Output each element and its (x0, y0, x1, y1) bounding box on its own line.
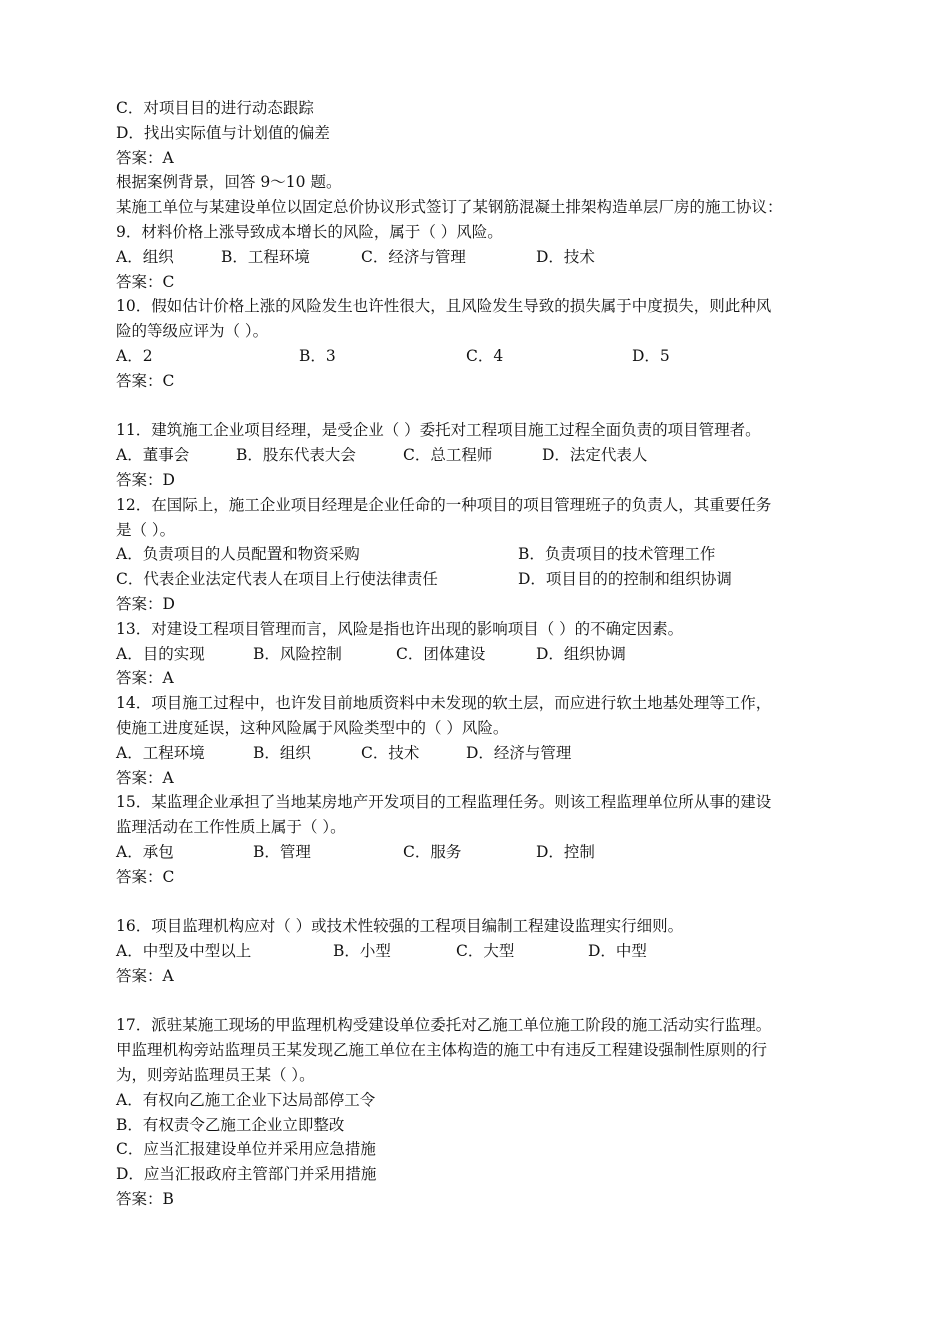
question-15-answer: 答案：C (116, 867, 175, 886)
question-16-option-d: D．中型 (588, 942, 647, 961)
question-13-option-b: B．风险控制 (253, 644, 342, 663)
question-14-option-d: D．经济与管理 (466, 743, 572, 762)
question-12-option-d: D．项目目的的控制和组织协调 (518, 570, 732, 589)
question-10-option-a: A．2 (116, 346, 153, 365)
question-16-options (116, 939, 866, 964)
question-16-stem: 16．项目监理机构应对（ ）或技术性较强的工程项目编制工程建设监理实行细则。 (116, 917, 684, 936)
question-10-stem-line-1: 10．假如估计价格上涨的风险发生也许性很大，且风险发生导致的损失属于中度损失，则此种风 (116, 297, 772, 316)
spacer (116, 890, 866, 915)
question-17-stem-line-1: 17．派驻某施工现场的甲监理机构受建设单位委托对乙施工单位施工阶段的施工活动实行监理。 (116, 1016, 772, 1035)
question-11-option-b: B．股东代表大会 (236, 446, 356, 465)
question-17-option-b: B．有权责令乙施工企业立即整改 (116, 1115, 345, 1134)
question-14-stem-line-2: 使施工进度延误，这种风险属于风险类型中的（ ）风险。 (116, 718, 509, 737)
question-12-options-row-1 (116, 542, 866, 567)
question-10-answer: 答案：C (116, 371, 175, 390)
question-12-option-c: C．代表企业法定代表人在项目上行使法律责任 (116, 570, 438, 589)
question-12-option-a: A．负责项目的人员配置和物资采购 (116, 545, 360, 564)
question-12-stem-line-1: 12．在国际上，施工企业项目经理是企业任命的一种项目的项目管理班子的负责人，其重要任务 (116, 495, 772, 514)
exam-content (116, 96, 866, 1212)
question-10-option-b: B．3 (299, 346, 336, 365)
question-11-option-d: D．法定代表人 (542, 446, 648, 465)
question-15-options (116, 840, 866, 865)
question-17-option-c: C．应当汇报建设单位并采用应急措施 (116, 1140, 376, 1159)
case-intro: 根据案例背景，回答 9～10 题。 (116, 173, 342, 192)
question-14-option-a: A．工程环境 (116, 743, 205, 762)
question-10-option-c: C．4 (466, 346, 504, 365)
question-15-stem-line-2: 监理活动在工作性质上属于（ ）。 (116, 818, 346, 837)
question-11-option-a: A．董事会 (116, 446, 190, 465)
question-11-options (116, 443, 866, 468)
question-11-option-c: C．总工程师 (403, 446, 493, 465)
question-11-answer: 答案：D (116, 470, 175, 489)
question-10-stem-line-2: 险的等级应评为（ ）。 (116, 322, 269, 341)
question-14-option-b: B．组织 (253, 743, 311, 762)
question-17-option-a: A．有权向乙施工企业下达局部停工令 (116, 1090, 376, 1109)
question-13-stem: 13．对建设工程项目管理而言，风险是指也许出现的影响项目（ ）的不确定因素。 (116, 619, 684, 638)
option-d: D．找出实际值与计划值的偏差 (116, 123, 330, 142)
question-13-option-d: D．组织协调 (536, 644, 626, 663)
spacer (116, 394, 866, 419)
option-c: C．对项目目的进行动态跟踪 (116, 99, 314, 117)
question-9-option-b: B．工程环境 (221, 247, 310, 266)
question-9-option-c: C．经济与管理 (361, 247, 466, 266)
answer: 答案：A (116, 148, 174, 167)
question-17-answer: 答案：B (116, 1190, 174, 1209)
question-14-options (116, 741, 866, 766)
question-15-option-d: D．控制 (536, 842, 595, 861)
question-9-answer: 答案：C (116, 272, 175, 291)
question-15-stem-line-1: 15．某监理企业承担了当地某房地产开发项目的工程监理任务。则该工程监理单位所从事的建设 (116, 793, 772, 812)
question-17-option-d: D．应当汇报政府主管部门并采用措施 (116, 1165, 377, 1184)
question-9-option-d: D．技术 (536, 247, 595, 266)
question-12-stem-line-2: 是（ ）。 (116, 520, 176, 539)
case-background: 某施工单位与某建设单位以固定总价协议形式签订了某钢筋混凝土排架构造单层厂房的施工协议： (116, 198, 783, 217)
question-11-stem: 11．建筑施工企业项目经理，是受企业（ ）委托对工程项目施工过程全面负责的项目管理者。 (116, 421, 761, 440)
question-13-answer: 答案：A (116, 669, 174, 688)
question-13-option-c: C．团体建设 (396, 644, 486, 663)
question-16-option-b: B．小型 (333, 942, 391, 961)
question-9-options (116, 245, 866, 270)
question-13-options (116, 642, 866, 667)
question-15-option-a: A．承包 (116, 842, 174, 861)
question-14-option-c: C．技术 (361, 743, 420, 762)
question-12-answer: 答案：D (116, 594, 175, 613)
question-12-options-row-2 (116, 567, 866, 592)
question-16-answer: 答案：A (116, 966, 174, 985)
question-15-option-c: C．服务 (403, 842, 462, 861)
question-17-stem-line-3: 为，则旁站监理员王某（ ）。 (116, 1066, 315, 1085)
spacer (116, 989, 866, 1014)
question-17-stem-line-2: 甲监理机构旁站监理员王某发现乙施工单位在主体构造的施工中有违反工程建设强制性原则的行 (116, 1041, 768, 1060)
question-9-stem: 9．材料价格上涨导致成本增长的风险，属于（ ）风险。 (116, 222, 503, 241)
question-15-option-b: B．管理 (253, 842, 311, 861)
question-9-option-a: A．组织 (116, 247, 174, 266)
question-14-answer: 答案：A (116, 768, 174, 787)
question-14-stem-line-1: 14．项目施工过程中，也许发目前地质资料中未发现的软土层，而应进行软土地基处理等工作， (116, 694, 772, 713)
question-16-option-c: C．大型 (456, 942, 515, 961)
question-10-options (116, 344, 866, 369)
question-10-option-d: D．5 (632, 346, 670, 365)
question-16-option-a: A．中型及中型以上 (116, 942, 252, 961)
question-12-option-b: B．负责项目的技术管理工作 (518, 545, 716, 564)
question-13-option-a: A．目的实现 (116, 644, 205, 663)
